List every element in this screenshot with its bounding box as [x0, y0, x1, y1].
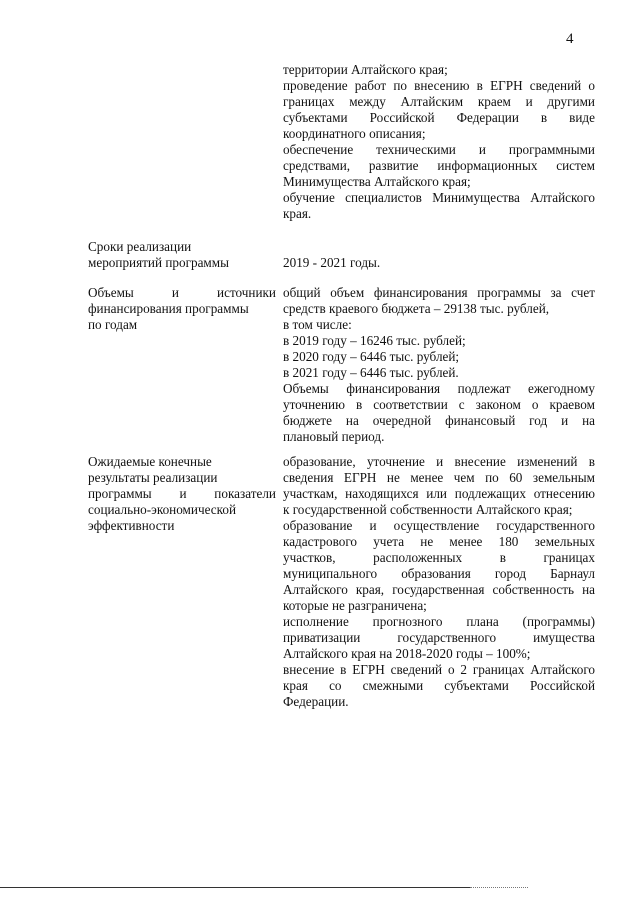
text-line: сведения ЕГРН не менее чем по 60 земельным [283, 470, 595, 485]
label-line: Объемы и источники [88, 285, 276, 300]
text-line: средствами, развитие информационных систем [283, 158, 595, 173]
text-line: в 2019 году – 16246 тыс. рублей; [283, 333, 466, 348]
text-line: средств краевого бюджета – 29138 тыс. рублей, [283, 301, 550, 316]
text-line: исполнение прогнозного плана (программы) [283, 614, 595, 629]
text-line: к государственной собственности Алтайского края; [283, 502, 573, 517]
text-line: участкам, находящихся или подлежащих отнесению [283, 486, 595, 501]
text-line: Объемы финансирования подлежат ежегодному [283, 381, 595, 396]
text-line: границах между Алтайским краем и другими [283, 94, 595, 109]
section-content-results [283, 454, 595, 710]
text-line: территории Алтайского края; [283, 62, 448, 77]
text-line: бюджете на очередной финансовый год и на [283, 413, 595, 428]
text-line: участков, расположенных в границах [283, 550, 595, 565]
text-line: обеспечение техническими и программными [283, 142, 595, 157]
section-content-funding [283, 285, 595, 445]
text-line: кадастрового учета не менее 180 земельных [283, 534, 595, 549]
text-line: в том числе: [283, 317, 352, 332]
text-line: приватизации государственного имущества [283, 630, 595, 645]
text-line: края. [283, 206, 312, 221]
text-line: обучение специалистов Минимущества Алтайского [283, 190, 595, 205]
label-line: эффективности [88, 518, 175, 533]
text-line: 2019 - 2021 годы. [283, 255, 381, 270]
text-line: образование, уточнение и внесение изменений в [283, 454, 595, 469]
label-line: социально-экономической [88, 502, 237, 517]
label-line: финансирования программы [88, 301, 249, 316]
section-label-results [88, 454, 276, 534]
text-line: в 2021 году – 6446 тыс. рублей. [283, 365, 459, 380]
text-line: субъектами Российской Федерации в виде [283, 110, 595, 125]
label-line: Ожидаемые конечные [88, 454, 212, 469]
text-line: внесение в ЕГРН сведений о 2 границах Алтайского [283, 662, 595, 677]
text-line: Алтайского края, государственная собственность на [283, 582, 595, 597]
footer-rule-dots [470, 887, 528, 888]
text-line: которые не разграничена; [283, 598, 427, 613]
label-line: программы и показатели [88, 486, 276, 501]
text-line: муниципального образования город Барнаул [283, 566, 595, 581]
text-line: края со смежными субъектами Российской [283, 678, 595, 693]
page-number: 4 [566, 31, 574, 47]
label-line: по годам [88, 317, 138, 332]
text-line: Федерации. [283, 694, 349, 709]
text-line: Минимущества Алтайского края; [283, 174, 471, 189]
label-line: результаты реализации [88, 470, 218, 485]
text-line: Алтайского края на 2018-2020 годы – 100%; [283, 646, 531, 661]
label-line: Сроки реализации [88, 239, 192, 254]
top-continuation-text [283, 62, 595, 222]
section-label-timeline [88, 239, 276, 271]
text-line: образование и осуществление государственного [283, 518, 595, 533]
section-content-timeline [283, 255, 595, 271]
text-line: проведение работ по внесению в ЕГРН сведений о [283, 78, 595, 93]
text-line: плановый период. [283, 429, 385, 444]
text-line: в 2020 году – 6446 тыс. рублей; [283, 349, 460, 364]
label-line: мероприятий программы [88, 255, 229, 270]
section-label-funding [88, 285, 276, 333]
footer-rule [0, 887, 470, 888]
text-line: уточнению в соответствии с законом о краевом [283, 397, 595, 412]
text-line: координатного описания; [283, 126, 426, 141]
text-line: общий объем финансирования программы за счет [283, 285, 595, 300]
